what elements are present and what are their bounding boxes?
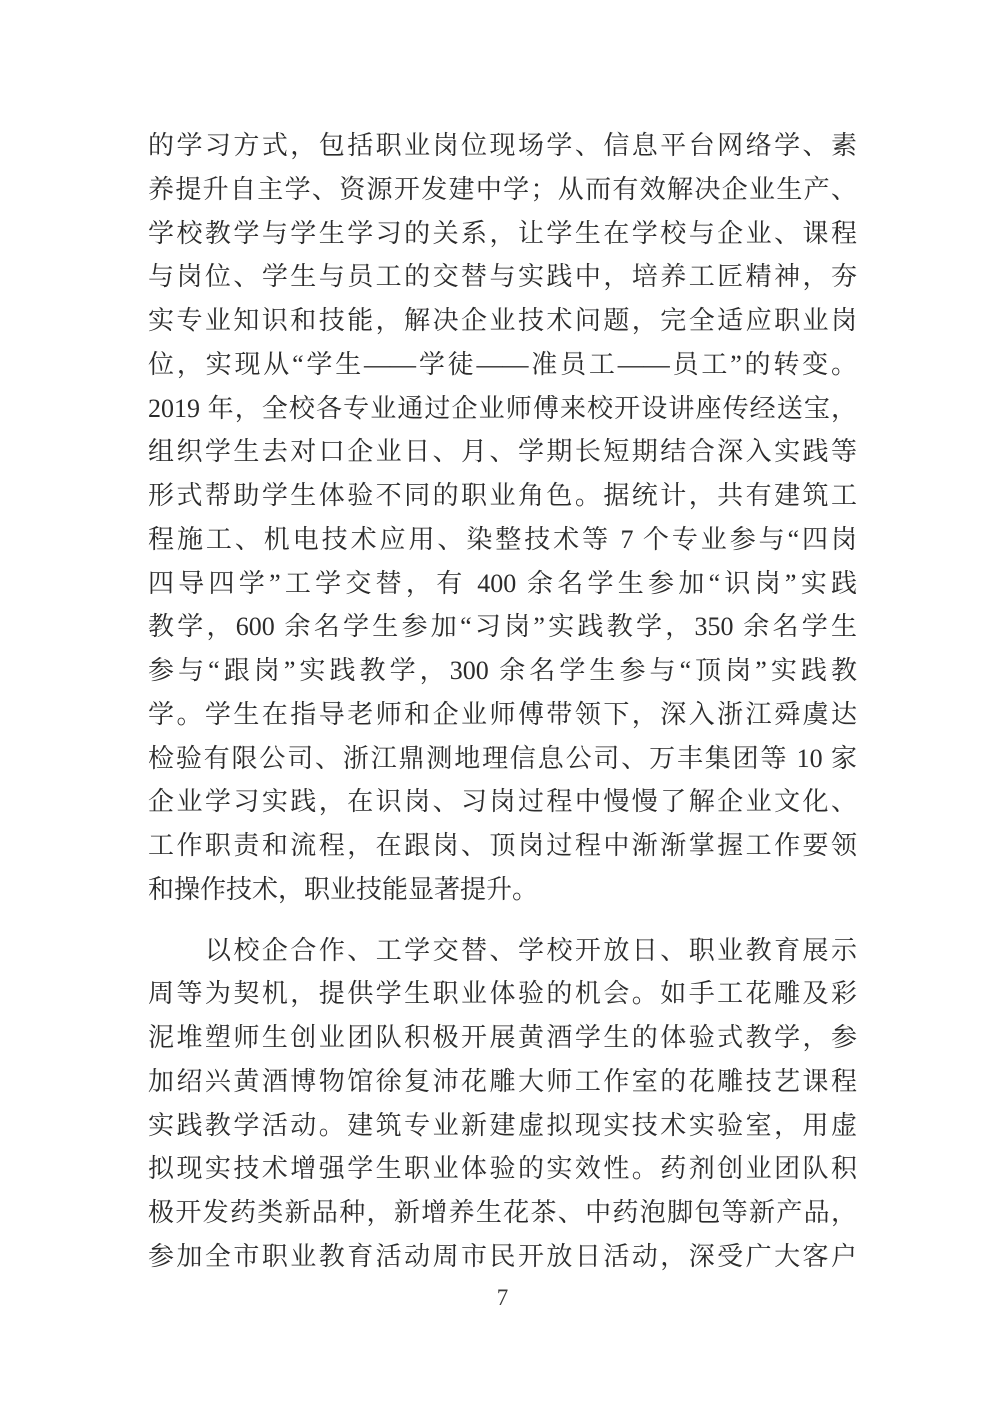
text-line: 以校企合作、工学交替、学校开放日、职业教育展示 — [205, 935, 857, 965]
text-line: 和操作技术，职业技能显著提升。 — [148, 874, 539, 904]
text-line: 实专业知识和技能，解决企业技术问题，完全适应职业岗 — [148, 306, 857, 335]
text-line: 实践教学活动。建筑专业新建虚拟现实技术实验室，用虚 — [148, 1110, 857, 1140]
text-line: 组织学生去对口企业日、月、学期长短期结合深入实践等 — [148, 437, 857, 467]
text-line: 四导四学”工学交替，有 400 余名学生参加“识岗”实践 — [148, 568, 857, 598]
text-line: 检验有限公司、浙江鼎测地理信息公司、万丰集团等 10 家 — [148, 743, 857, 773]
text-line: 与岗位、学生与员工的交替与实践中，培养工匠精神，夯 — [148, 262, 857, 292]
paragraph-continuation — [148, 124, 857, 912]
text-line: 参加全市职业教育活动周市民开放日活动，深受广大客户 — [148, 1241, 857, 1271]
text-line: 2019 年，全校各专业通过企业师傅来校开设讲座传经送宝， — [148, 393, 857, 423]
text-line: 工作职责和流程，在跟岗、顶岗过程中渐渐掌握工作要领 — [148, 831, 857, 860]
text-line: 程施工、机电技术应用、染整技术等 7 个专业参与“四岗 — [148, 524, 857, 554]
text-line: 周等为契机，提供学生职业体验的机会。如手工花雕及彩 — [148, 979, 857, 1009]
text-line: 位，实现从“学生——学徒——准员工——员工”的转变。 — [148, 349, 857, 379]
text-line: 养提升自主学、资源开发建中学；从而有效解决企业生产、 — [148, 174, 857, 204]
text-line: 形式帮助学生体验不同的职业角色。据统计，共有建筑工 — [148, 481, 857, 510]
text-line: 泥堆塑师生创业团队积极开展黄酒学生的体验式教学，参 — [148, 1023, 857, 1052]
body-text — [148, 124, 857, 1279]
text-line: 教学，600 余名学生参加“习岗”实践教学，350 余名学生 — [148, 612, 857, 642]
text-line: 学校教学与学生学习的关系，让学生在学校与企业、课程 — [148, 218, 857, 248]
text-line: 拟现实技术增强学生职业体验的实效性。药剂创业团队积 — [148, 1154, 857, 1184]
paragraph-career-experience — [148, 929, 857, 1279]
text-line: 极开发药类新品种，新增养生花茶、中药泡脚包等新产品， — [148, 1198, 857, 1227]
text-line: 的学习方式，包括职业岗位现场学、信息平台网络学、素 — [148, 131, 857, 160]
text-line: 加绍兴黄酒博物馆徐复沛花雕大师工作室的花雕技艺课程 — [148, 1066, 857, 1096]
text-line: 企业学习实践，在识岗、习岗过程中慢慢了解企业文化、 — [148, 787, 857, 817]
page-number: 7 — [496, 1285, 509, 1310]
text-line: 参与“跟岗”实践教学，300 余名学生参与“顶岗”实践教 — [148, 656, 857, 685]
text-line: 学。学生在指导老师和企业师傅带领下，深入浙江舜虞达 — [148, 699, 857, 729]
